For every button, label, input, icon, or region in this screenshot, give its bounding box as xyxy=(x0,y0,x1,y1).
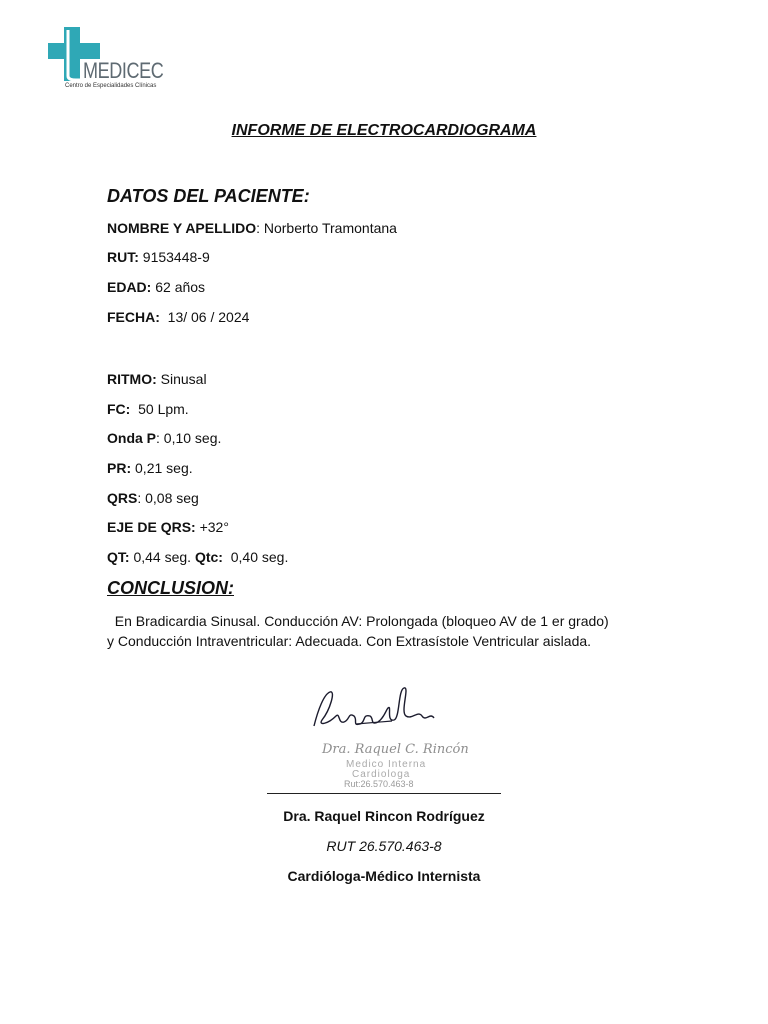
field-label: QRS xyxy=(107,490,138,506)
stamp-line: Cardiologa xyxy=(352,769,411,780)
stamp-line: Rut:26.570.463-8 xyxy=(344,779,414,789)
signature-line xyxy=(267,793,501,794)
field-value: +32° xyxy=(199,519,229,535)
handwritten-signature xyxy=(300,680,450,740)
field-value: Norberto Tramontana xyxy=(263,220,397,236)
brand-tagline: Centro de Especialidades Clínicas xyxy=(65,83,157,89)
stamp-name: Dra. Raquel C. Rincón xyxy=(322,742,469,757)
field-label: PR: xyxy=(107,460,132,476)
patient-age-line xyxy=(107,279,205,295)
stamp-line: Medico Interna xyxy=(346,759,427,770)
brand-name: MEDICEC xyxy=(83,58,164,83)
field-label: RITMO: xyxy=(107,371,157,387)
patient-name-line: NOMBRE Y APELLIDO: Norberto Tramontana xyxy=(107,220,397,236)
conclusion-text xyxy=(107,611,609,651)
qrs-line: QRS: 0,08 seg xyxy=(107,490,199,506)
qt-value: 0,44 seg. xyxy=(129,549,195,565)
signer-role: Cardióloga-Médico Internista xyxy=(287,868,481,884)
field-value: 0,08 seg xyxy=(145,490,199,506)
qrs-axis-line xyxy=(107,519,229,535)
p-wave-line: Onda P: 0,10 seg. xyxy=(107,430,222,446)
report-date-line xyxy=(107,309,249,325)
signature-stamp xyxy=(300,680,469,794)
qtc-label: Qtc: xyxy=(194,549,223,565)
patient-rut-line xyxy=(107,249,210,265)
report-title: INFORME DE ELECTROCARDIOGRAMA xyxy=(231,122,537,139)
conclusion-heading: CONCLUSION: xyxy=(107,578,234,598)
field-value: 0,21 seg. xyxy=(135,460,193,476)
field-label: RUT: xyxy=(107,249,139,265)
rhythm-line xyxy=(107,371,207,387)
conclusion-line: En Bradicardia Sinusal. Conducción AV: Prolongada (bloqueo AV de 1 er grado) xyxy=(107,613,609,629)
field-label: EJE DE QRS: xyxy=(107,519,196,535)
field-label: Onda P xyxy=(107,430,157,446)
signer-name: Dra. Raquel Rincon Rodríguez xyxy=(283,808,485,824)
pr-line xyxy=(107,460,193,476)
qt-label: QT: xyxy=(107,549,130,565)
field-label: EDAD: xyxy=(107,279,152,295)
field-label: FC: xyxy=(107,401,131,417)
qt-line xyxy=(107,549,288,565)
signer-rut: RUT 26.570.463-8 xyxy=(326,838,442,854)
conclusion-line: y Conducción Intraventricular: Adecuada. Con Extrasístole Ventricular aislada. xyxy=(107,633,592,649)
field-value: Sinusal xyxy=(160,371,207,387)
qtc-value: 0,40 seg. xyxy=(222,549,289,565)
heart-rate-line xyxy=(107,401,189,417)
patient-heading: DATOS DEL PACIENTE: xyxy=(107,186,310,206)
field-value: 13/ 06 / 2024 xyxy=(167,309,250,325)
medicec-logo xyxy=(46,24,164,90)
field-label: FECHA: xyxy=(107,309,160,325)
field-value: 9153448-9 xyxy=(142,249,210,265)
field-value: 0,10 seg. xyxy=(163,430,222,446)
field-value: 50 Lpm. xyxy=(138,401,189,417)
field-value: 62 años xyxy=(155,279,206,295)
field-label: NOMBRE Y APELLIDO xyxy=(107,220,257,236)
